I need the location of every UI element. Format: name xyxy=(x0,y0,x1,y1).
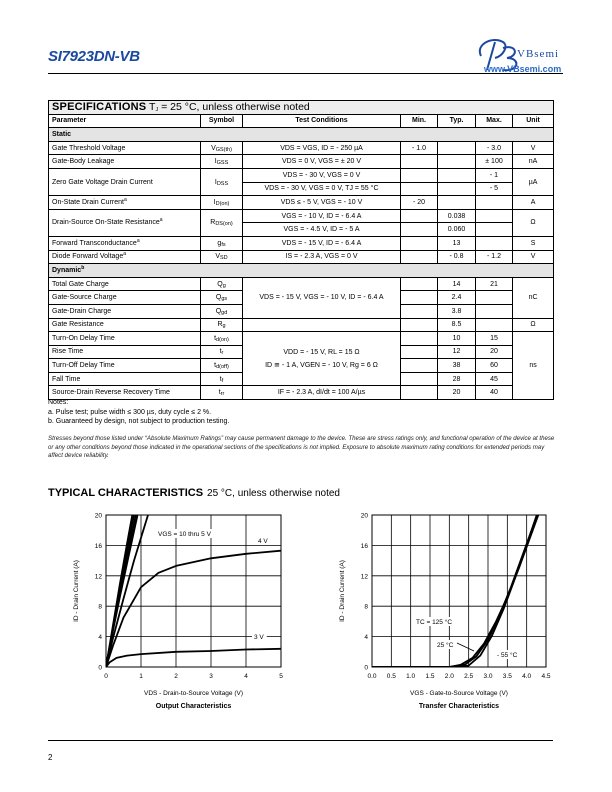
table-cell: VDS = - 30 V, VGS = 0 V, TJ = 55 °C xyxy=(243,182,401,196)
table-cell: 13 xyxy=(438,236,476,250)
text: t xyxy=(214,362,217,370)
text: g xyxy=(222,282,226,289)
table-cell: VDS = - 15 V, ID = - 6.4 A xyxy=(243,236,401,250)
note-b: b. Guaranteed by design, not subject to production testing. xyxy=(48,418,230,425)
x-tick-label: 4.5 xyxy=(541,673,551,680)
y-tick-label: 0 xyxy=(98,664,102,672)
table-cell: Rise Time xyxy=(49,345,201,359)
text: SD xyxy=(220,255,228,262)
text: VDD = - 15 V, RL = 15 Ω xyxy=(283,348,360,356)
x-tick-label: 1.5 xyxy=(425,673,435,680)
text: R xyxy=(217,321,223,329)
text: V xyxy=(211,144,216,152)
table-cell: - 1 xyxy=(476,168,513,182)
text: GSS xyxy=(216,160,229,167)
text: R xyxy=(210,219,216,227)
text: gs xyxy=(221,296,228,303)
table-cell: Turn-On Delay Time xyxy=(49,332,201,346)
table-cell: 28 xyxy=(438,372,476,386)
table-cell: - 1.2 xyxy=(476,250,513,264)
table-cell: Gate Threshold Voltage xyxy=(49,141,201,155)
annotation-label: VGS = 10 thru 5 V xyxy=(158,531,211,538)
table-cell: Ω xyxy=(513,318,554,332)
text: t xyxy=(219,348,222,356)
y-tick-label: 12 xyxy=(360,573,368,581)
table-cell: VGS = - 4.5 V, ID = - 5 A xyxy=(243,223,401,237)
table-cell: Unit xyxy=(513,114,554,128)
table-cell: nC xyxy=(513,277,554,318)
text: Forward Transconductance xyxy=(52,239,137,247)
table-cell: 8.5 xyxy=(438,318,476,332)
text: f xyxy=(221,377,224,384)
text: a xyxy=(159,217,163,224)
table-cell: 14 xyxy=(438,277,476,291)
y-tick-label: 4 xyxy=(364,634,368,642)
text: t xyxy=(214,334,217,342)
table-cell: Turn-Off Delay Time xyxy=(49,359,201,373)
table-cell: VDS = 0 V, VGS = ± 20 V xyxy=(243,155,401,169)
x-tick-label: 3 xyxy=(209,673,213,680)
chart-title: Transfer Characteristics xyxy=(418,703,500,710)
text: d(off) xyxy=(216,364,229,371)
table-cell: Total Gate Charge xyxy=(49,277,201,291)
table-cell: Gate-Source Charge xyxy=(49,291,201,305)
x-tick-label: 0 xyxy=(104,673,108,680)
text: DSS xyxy=(216,180,229,187)
text: I xyxy=(213,198,216,206)
website-link[interactable]: www.VBsemi.com xyxy=(484,64,562,74)
table-cell: Zero Gate Voltage Drain Current xyxy=(49,168,201,195)
table-cell: 3.8 xyxy=(438,304,476,318)
y-tick-label: 20 xyxy=(360,512,368,520)
text: V xyxy=(215,253,221,261)
text: a xyxy=(123,251,126,258)
chart-title: Output Characteristics xyxy=(155,703,232,710)
stress-disclaimer: Stresses beyond those listed under “Absolute Maximum Ratings” may cause permanent damage to the device. These are stress ratings only, and functional operation of the device at these or any other conditions beyond those indicated in the operational sections of the specifications is not implied. Exposure to absolute maximum rating conditions for extended periods may affect device reliability. xyxy=(48,435,555,460)
table-cell: Gate-Drain Charge xyxy=(49,304,201,318)
annotation-label: 4 V xyxy=(258,538,268,545)
text: GS(th) xyxy=(215,146,232,153)
text: Notes: xyxy=(48,399,69,406)
table-cell: S xyxy=(513,236,554,250)
table-cell: VDS ≤ - 5 V, VGS = - 10 V xyxy=(243,196,401,210)
x-axis-label: VDS - Drain-to-Source Voltage (V) xyxy=(144,690,243,697)
y-axis-label: ID - Drain Current (A) xyxy=(73,560,80,622)
x-tick-label: 0.0 xyxy=(367,673,377,680)
y-axis-label: ID - Drain Current (A) xyxy=(339,560,346,622)
y-tick-label: 12 xyxy=(94,573,102,581)
table-cell: Ω xyxy=(513,209,554,236)
table-cell: Test Conditions xyxy=(243,114,401,128)
text: I xyxy=(214,178,217,186)
y-tick-label: 0 xyxy=(364,664,368,672)
text: ID ≅ - 1 A, VGEN = - 10 V, Rg = 6 Ω xyxy=(265,361,378,369)
table-cell: Parameter xyxy=(49,114,201,128)
text: b xyxy=(81,264,85,271)
annotation-label: 3 V xyxy=(254,634,264,641)
table-cell: Gate-Body Leakage xyxy=(49,155,201,169)
text: rr xyxy=(220,391,225,398)
x-axis-label: VGS - Gate-to-Source Voltage (V) xyxy=(410,690,508,697)
text: t xyxy=(219,375,222,383)
note-a: a. Pulse test; pulse width ≤ 300 µs, duty cycle ≤ 2 %. xyxy=(48,408,212,416)
x-tick-label: 2.0 xyxy=(444,673,454,680)
table-cell: nA xyxy=(513,155,554,169)
text: g xyxy=(217,239,222,247)
table-cell: - 1.0 xyxy=(401,141,438,155)
x-tick-label: 4 xyxy=(244,673,248,680)
table-cell: 20 xyxy=(476,345,513,359)
table-cell: Fall Time xyxy=(49,372,201,386)
x-tick-label: 0.5 xyxy=(386,673,396,680)
logo-text: VBsemi xyxy=(517,48,560,60)
part-number: SI7923DN-VB xyxy=(48,48,140,65)
text: t xyxy=(218,389,221,397)
text: r xyxy=(221,350,224,357)
table-cell: ± 100 xyxy=(476,155,513,169)
table-cell: Typ. xyxy=(438,114,476,128)
table-cell: VDS = - 30 V, VGS = 0 V xyxy=(243,168,401,182)
table-cell: Static xyxy=(49,128,554,142)
text: D(on) xyxy=(215,200,230,207)
table-cell: µA xyxy=(513,168,554,195)
table-cell: 0.060 xyxy=(438,223,476,237)
table-cell: 10 xyxy=(438,332,476,346)
x-tick-label: 3.0 xyxy=(483,673,493,680)
table-cell: 21 xyxy=(476,277,513,291)
text: fs xyxy=(221,241,226,248)
y-tick-label: 8 xyxy=(364,603,368,611)
table-cell: - 3.0 xyxy=(476,141,513,155)
text: TYPICAL CHARACTERISTICS xyxy=(48,487,204,499)
text: Q xyxy=(215,294,222,302)
table-cell: 0.038 xyxy=(438,209,476,223)
table-cell: IF = - 2.3 A, dI/dt = 100 A/µs xyxy=(243,386,401,400)
y-tick-label: 16 xyxy=(94,542,102,550)
text: J xyxy=(155,106,159,113)
table-cell: 60 xyxy=(476,359,513,373)
series-line-3V xyxy=(106,649,281,667)
footer-divider xyxy=(48,740,553,741)
x-tick-label: 5 xyxy=(279,673,283,680)
table-cell: - 20 xyxy=(401,196,438,210)
table-cell: - 0.8 xyxy=(438,250,476,264)
table-cell: A xyxy=(513,196,554,210)
table-cell: 15 xyxy=(476,332,513,346)
table-cell: Source-Drain Reverse Recovery Time xyxy=(49,386,201,400)
text: I xyxy=(214,158,217,166)
y-tick-label: 8 xyxy=(98,603,102,611)
x-tick-label: 1 xyxy=(139,673,143,680)
y-tick-label: 16 xyxy=(360,542,368,550)
table-cell: Max. xyxy=(476,114,513,128)
table-cell: 12 xyxy=(438,345,476,359)
table-cell: ns xyxy=(513,332,554,400)
x-tick-label: 2.5 xyxy=(464,673,474,680)
table-cell: 20 xyxy=(438,386,476,400)
table-cell: IS = - 2.3 A, VGS = 0 V xyxy=(243,250,401,264)
table-cell: Symbol xyxy=(201,114,243,128)
text: Drain-Source On-State Resistance xyxy=(52,219,160,227)
text: On-State Drain Current xyxy=(52,198,124,206)
text: a xyxy=(123,196,127,203)
text: d(on) xyxy=(216,336,229,343)
annotation-label: - 55 °C xyxy=(497,652,518,659)
annotation-arrow xyxy=(457,643,474,651)
table-cell: 45 xyxy=(476,372,513,386)
table-cell: VGS = - 10 V, ID = - 6.4 A xyxy=(243,209,401,223)
series-line-55C xyxy=(372,500,542,667)
table-cell: - 5 xyxy=(476,182,513,196)
text: Q xyxy=(215,307,222,315)
text: DS(on) xyxy=(215,221,233,228)
text: T xyxy=(149,100,156,113)
text: = 25 °C, unless otherwise noted xyxy=(158,100,310,113)
text: Diode Forward Voltage xyxy=(52,253,124,261)
series-line-5V xyxy=(106,515,148,667)
text: Dynamic xyxy=(52,266,82,274)
annotation-label: 25 °C xyxy=(437,642,454,649)
text: 25 °C, unless otherwise noted xyxy=(207,488,340,499)
annotation-label: TC = 125 °C xyxy=(416,619,453,626)
text: g xyxy=(222,323,226,330)
table-cell: Min. xyxy=(401,114,438,128)
table-cell: 38 xyxy=(438,359,476,373)
table-cell: 40 xyxy=(476,386,513,400)
text: Q xyxy=(217,280,223,288)
x-tick-label: 1.0 xyxy=(406,673,416,680)
page-number: 2 xyxy=(48,753,53,762)
x-tick-label: 4.0 xyxy=(522,673,532,680)
table-cell: Gate Resistance xyxy=(49,318,201,332)
y-tick-label: 4 xyxy=(98,634,102,642)
text: a xyxy=(136,237,140,244)
x-tick-label: 2 xyxy=(174,673,178,680)
table-cell: VDS = - 15 V, VGS = - 10 V, ID = - 6.4 A xyxy=(243,277,401,318)
x-tick-label: 3.5 xyxy=(502,673,512,680)
text: gd xyxy=(221,309,228,316)
table-cell: VDS = VGS, ID = - 250 µA xyxy=(243,141,401,155)
table-cell: V xyxy=(513,141,554,155)
y-tick-label: 20 xyxy=(94,512,102,520)
table-cell: V xyxy=(513,250,554,264)
table-cell: 2.4 xyxy=(438,291,476,305)
specs-title: SPECIFICATIONS xyxy=(52,100,147,113)
